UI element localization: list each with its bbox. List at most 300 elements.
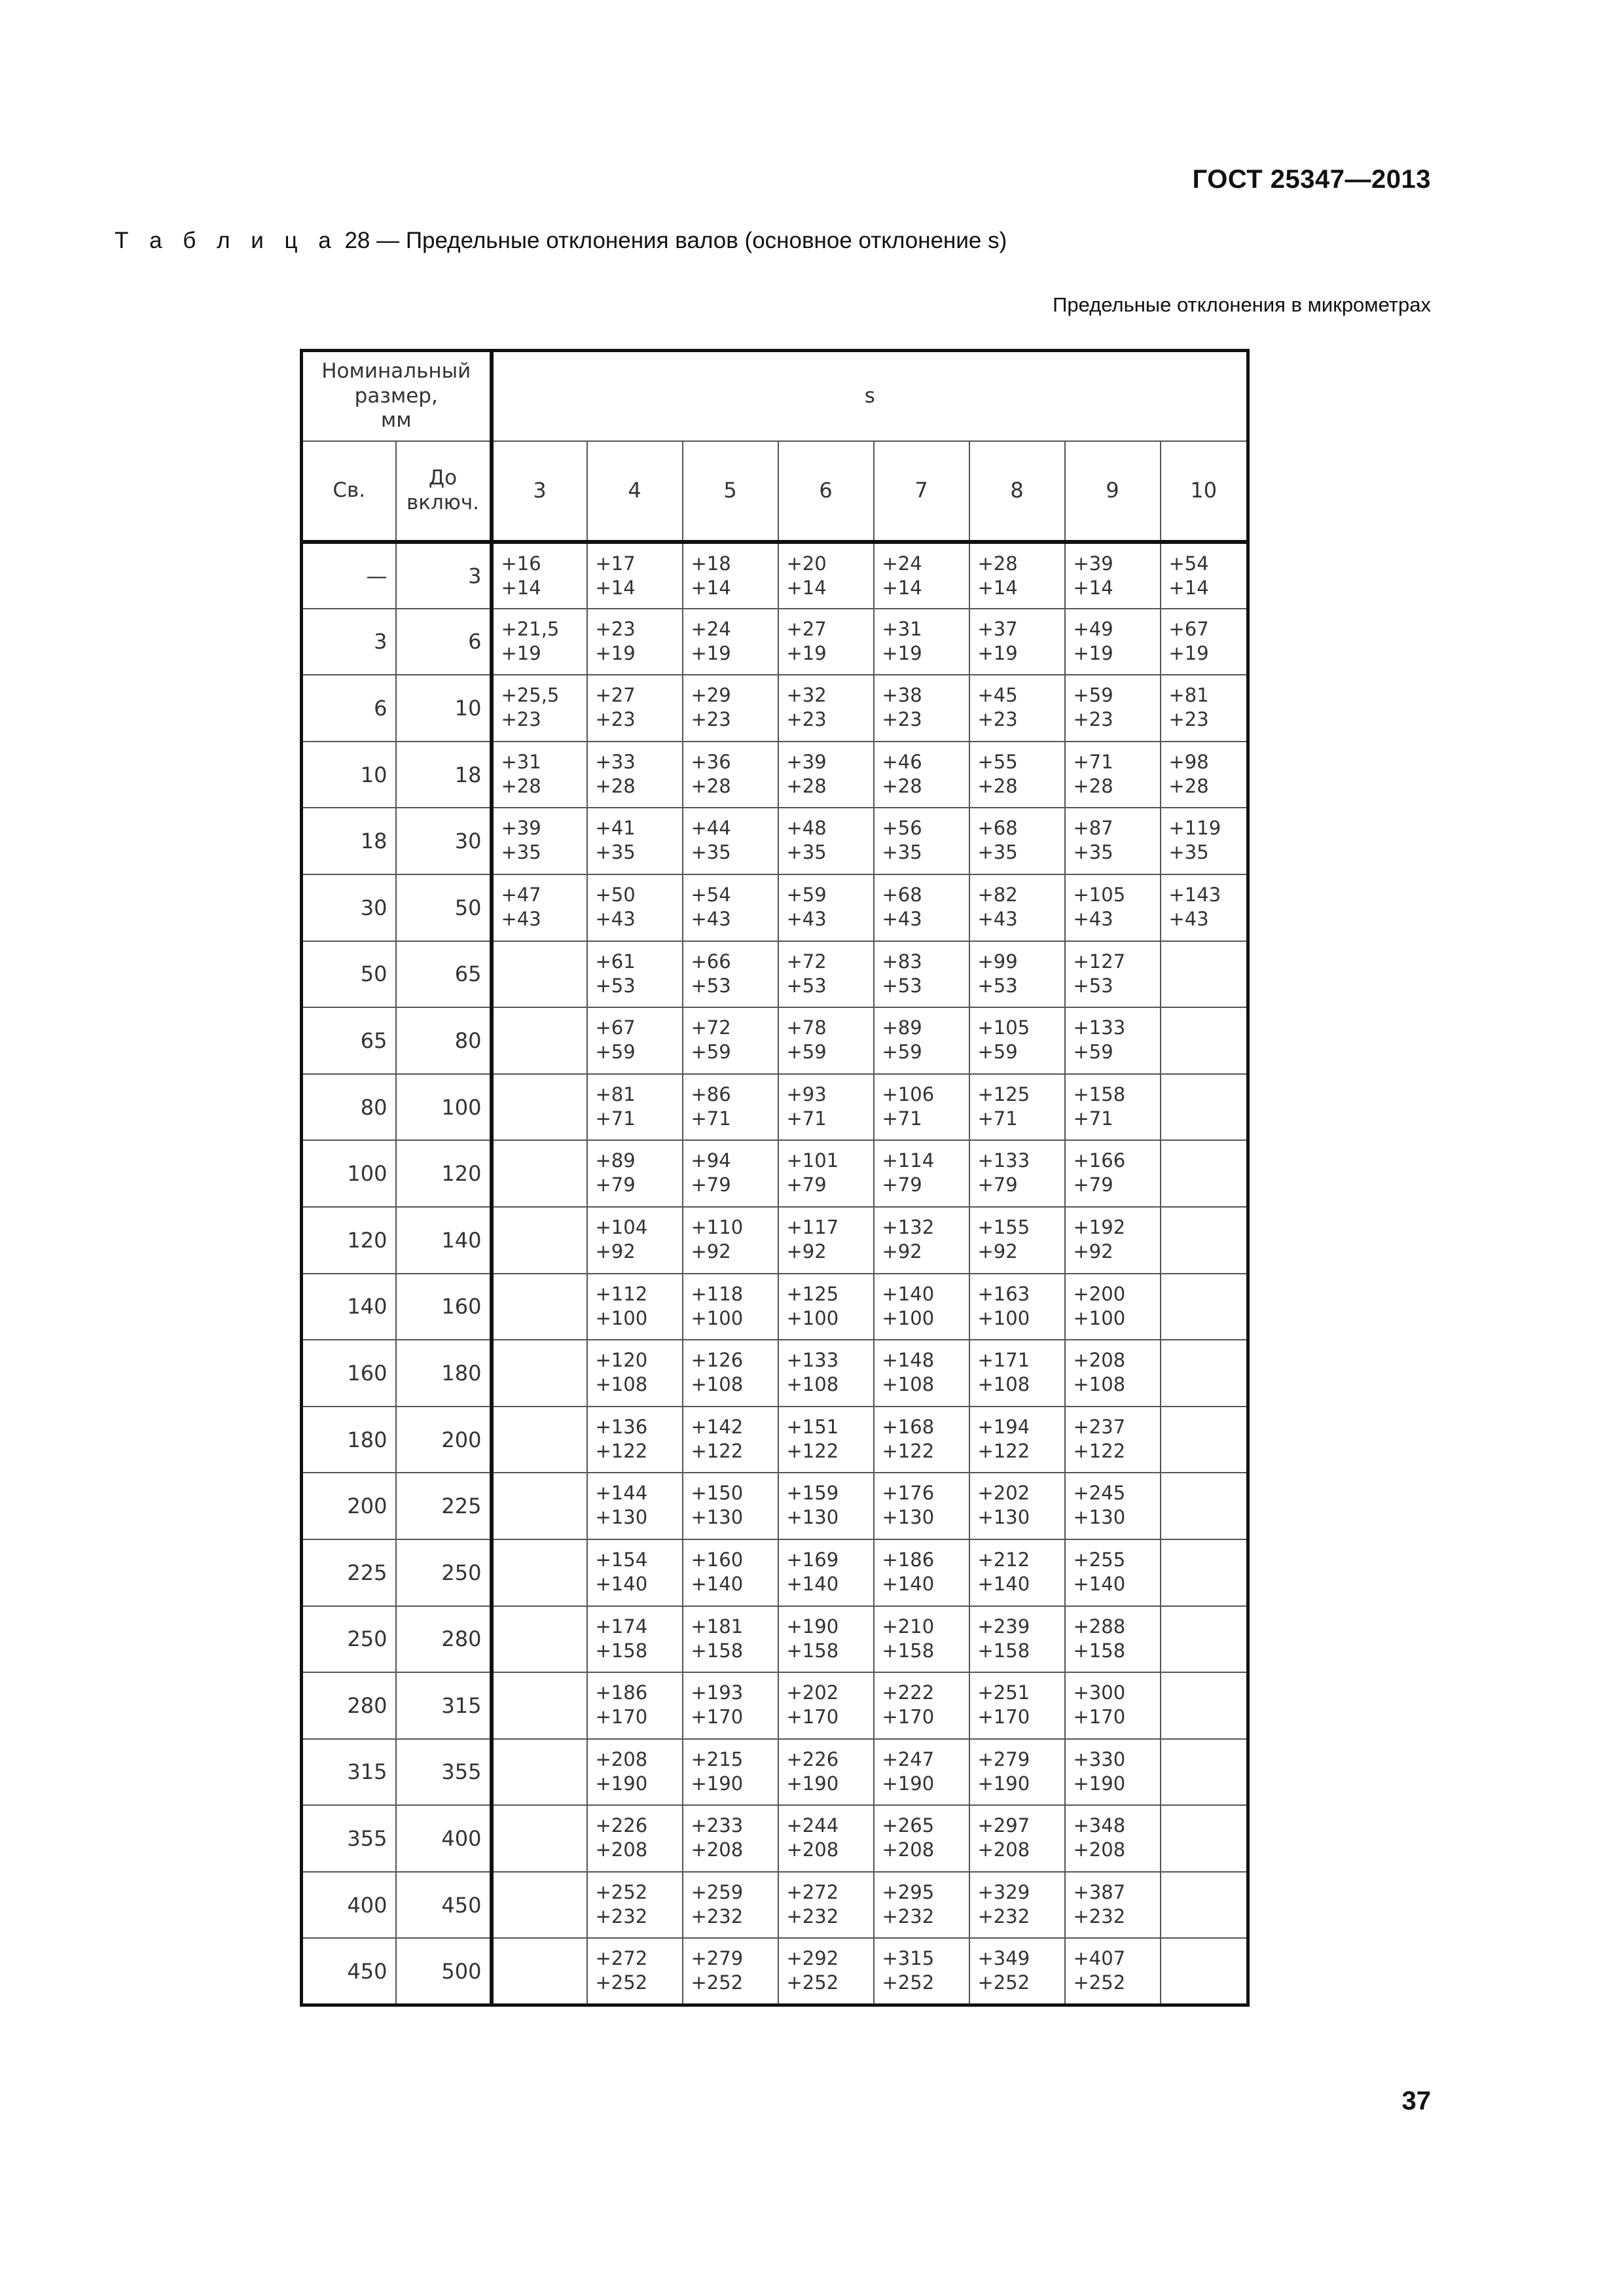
deviation-cell: [874, 874, 969, 941]
size-from-cell: 120: [302, 1207, 396, 1274]
size-to-cell: 80: [396, 1007, 492, 1074]
deviation-cell: [1065, 941, 1161, 1008]
deviation-cell: [683, 609, 778, 675]
deviation-cell: [778, 1274, 874, 1340]
lower-deviation: +252: [977, 1971, 1030, 1994]
lower-deviation: +100: [691, 1306, 744, 1329]
lower-deviation: +23: [501, 708, 541, 731]
lower-deviation: +19: [977, 641, 1018, 664]
deviation-cell: [778, 1805, 874, 1872]
upper-deviation: +39: [501, 817, 541, 840]
lower-deviation: +208: [691, 1839, 744, 1861]
size-from-cell: 400: [302, 1872, 396, 1939]
deviation-cell: [683, 1606, 778, 1673]
size-to-cell: 140: [396, 1207, 492, 1274]
upper-deviation: +212: [977, 1548, 1030, 1571]
lower-deviation: +35: [977, 841, 1018, 864]
lower-deviation: +53: [977, 974, 1018, 997]
upper-deviation: +181: [691, 1615, 744, 1638]
deviation-cell: [683, 1672, 778, 1739]
deviation-cell: [778, 742, 874, 808]
upper-deviation: +148: [882, 1349, 935, 1372]
deviation-cell: [969, 1074, 1065, 1141]
upper-deviation: +329: [977, 1880, 1030, 1903]
deviation-cell: [1161, 609, 1248, 675]
deviation-cell: [1161, 1473, 1248, 1539]
deviation-cell: [778, 1739, 874, 1806]
upper-deviation: +72: [691, 1016, 731, 1039]
lower-deviation: +35: [786, 841, 827, 864]
upper-deviation: +81: [1168, 684, 1209, 707]
lower-deviation: +19: [691, 641, 731, 664]
upper-deviation: +89: [595, 1149, 636, 1172]
deviation-cell: [969, 1340, 1065, 1407]
deviation-cell: [874, 1739, 969, 1806]
deviation-cell: [1161, 808, 1248, 874]
lower-deviation: +19: [595, 641, 636, 664]
lower-deviation: +92: [786, 1240, 827, 1263]
document-code: ГОСТ 25347—2013: [1192, 165, 1431, 194]
deviation-cell: [1065, 1340, 1161, 1407]
size-to-cell: 3: [396, 542, 492, 609]
deviation-cell: [778, 1872, 874, 1939]
table-row: [302, 742, 1248, 808]
lower-deviation: +190: [595, 1772, 648, 1795]
deviation-cell: [1161, 1672, 1248, 1739]
size-from-cell: 30: [302, 874, 396, 941]
lower-deviation: +190: [786, 1772, 839, 1795]
deviation-cell: [683, 742, 778, 808]
deviation-cell: [587, 1407, 683, 1473]
deviation-cell: [587, 941, 683, 1008]
to-header: [396, 441, 492, 542]
upper-deviation: +61: [595, 950, 636, 973]
upper-deviation: +163: [977, 1282, 1030, 1305]
upper-deviation: +133: [977, 1149, 1030, 1172]
deviation-cell: [1065, 609, 1161, 675]
table-row: [302, 1340, 1248, 1407]
lower-deviation: +100: [977, 1306, 1030, 1329]
lower-deviation: +43: [595, 907, 636, 930]
table-row: [302, 1407, 1248, 1473]
upper-deviation: +245: [1073, 1482, 1126, 1505]
lower-deviation: +35: [691, 841, 731, 864]
upper-deviation: +44: [691, 817, 731, 840]
table-row: [302, 1938, 1248, 2005]
deviation-cell: [492, 1473, 587, 1539]
upper-deviation: +186: [595, 1681, 648, 1704]
deviation-cell: [778, 941, 874, 1008]
lower-deviation: +35: [882, 841, 922, 864]
deviation-cell: [683, 1805, 778, 1872]
lower-deviation: +108: [977, 1373, 1030, 1396]
deviation-cell: [969, 1007, 1065, 1074]
deviation-cell: [492, 1407, 587, 1473]
deviation-cell: [1161, 1606, 1248, 1673]
upper-deviation: +87: [1073, 817, 1113, 840]
size-to-cell: 50: [396, 874, 492, 941]
deviation-cell: [587, 1739, 683, 1806]
lower-deviation: +100: [882, 1306, 935, 1329]
upper-deviation: +67: [1168, 617, 1209, 640]
deviation-cell: [1161, 1340, 1248, 1407]
deviation-cell: [587, 742, 683, 808]
upper-deviation: +210: [882, 1615, 935, 1638]
lower-deviation: +108: [1073, 1373, 1126, 1396]
upper-deviation: +247: [882, 1748, 935, 1770]
lower-deviation: +190: [1073, 1772, 1126, 1795]
upper-deviation: +348: [1073, 1814, 1126, 1837]
upper-deviation: +71: [1073, 750, 1113, 773]
deviation-cell: [778, 1007, 874, 1074]
deviation-cell: [778, 675, 874, 742]
upper-deviation: +279: [691, 1947, 744, 1970]
upper-deviation: +54: [691, 883, 731, 906]
lower-deviation: +59: [595, 1041, 636, 1064]
deviation-cell: [683, 808, 778, 874]
lower-deviation: +23: [977, 708, 1018, 731]
deviation-cell: [778, 874, 874, 941]
upper-deviation: +32: [786, 684, 827, 707]
lower-deviation: +19: [1073, 641, 1113, 664]
lower-deviation: +59: [1073, 1041, 1113, 1064]
deviation-cell: [1161, 1872, 1248, 1939]
lower-deviation: +158: [595, 1639, 648, 1662]
lower-deviation: +19: [1168, 641, 1209, 664]
size-from-cell: 280: [302, 1672, 396, 1739]
deviation-cell: [1065, 808, 1161, 874]
lower-deviation: +130: [882, 1506, 935, 1529]
deviation-cell: [969, 542, 1065, 609]
upper-deviation: +67: [595, 1016, 636, 1039]
deviation-cell: [969, 1207, 1065, 1274]
size-to-cell: 500: [396, 1938, 492, 2005]
deviation-cell: [492, 675, 587, 742]
lower-deviation: +43: [1168, 907, 1209, 930]
upper-deviation: +158: [1073, 1083, 1126, 1105]
deviation-cell: [874, 675, 969, 742]
lower-deviation: +28: [977, 774, 1018, 797]
deviation-cell: [969, 675, 1065, 742]
upper-deviation: +259: [691, 1880, 744, 1903]
upper-deviation: +272: [595, 1947, 648, 1970]
table-row: [302, 1805, 1248, 1872]
upper-deviation: +279: [977, 1748, 1030, 1770]
deviation-cell: [778, 542, 874, 609]
lower-deviation: +140: [595, 1572, 648, 1595]
upper-deviation: +125: [977, 1083, 1030, 1105]
lower-deviation: +35: [1168, 841, 1209, 864]
units-note: Предельные отклонения в микрометрах: [1053, 293, 1431, 316]
deviation-cell: [874, 1539, 969, 1606]
deviation-cell: [874, 941, 969, 1008]
deviation-cell: [683, 1074, 778, 1141]
size-to-cell: 100: [396, 1074, 492, 1141]
lower-deviation: +140: [786, 1572, 839, 1595]
table-row: [302, 1739, 1248, 1806]
upper-deviation: +155: [977, 1215, 1030, 1238]
lower-deviation: +71: [595, 1107, 636, 1130]
upper-deviation: +166: [1073, 1149, 1126, 1172]
upper-deviation: +288: [1073, 1615, 1126, 1638]
deviation-cell: [1065, 1140, 1161, 1207]
upper-deviation: +208: [595, 1748, 648, 1770]
deviation-cell: [969, 1606, 1065, 1673]
deviation-cell: [492, 941, 587, 1008]
deviation-cell: [1065, 742, 1161, 808]
deviation-cell: [492, 1872, 587, 1939]
upper-deviation: +27: [786, 617, 827, 640]
size-to-cell: 180: [396, 1340, 492, 1407]
deviation-cell: [683, 941, 778, 1008]
lower-deviation: +71: [691, 1107, 731, 1130]
upper-deviation: +233: [691, 1814, 744, 1837]
lower-deviation: +208: [595, 1839, 648, 1861]
upper-deviation: +94: [691, 1149, 731, 1172]
deviation-cell: [874, 1805, 969, 1872]
upper-deviation: +300: [1073, 1681, 1126, 1704]
deviation-cell: [492, 874, 587, 941]
deviation-cell: [587, 542, 683, 609]
deviation-cell: [874, 1473, 969, 1539]
deviation-cell: [1161, 1407, 1248, 1473]
upper-deviation: +237: [1073, 1415, 1126, 1438]
lower-deviation: +92: [595, 1240, 636, 1263]
lower-deviation: +190: [977, 1772, 1030, 1795]
upper-deviation: +330: [1073, 1748, 1126, 1770]
lower-deviation: +122: [1073, 1439, 1126, 1462]
upper-deviation: +21,5: [501, 617, 560, 640]
deviation-cell: [492, 1207, 587, 1274]
size-to-cell: 30: [396, 808, 492, 874]
deviation-cell: [1161, 941, 1248, 1008]
size-from-cell: 50: [302, 941, 396, 1008]
lower-deviation: +79: [1073, 1174, 1113, 1196]
grade-header: 5: [683, 441, 778, 542]
lower-deviation: +140: [882, 1572, 935, 1595]
size-to-cell: 225: [396, 1473, 492, 1539]
deviation-cell: [1161, 1938, 1248, 2005]
lower-deviation: +208: [882, 1839, 935, 1861]
nominal-size-header: [302, 351, 492, 442]
deviation-cell: [1161, 874, 1248, 941]
size-to-cell: 400: [396, 1805, 492, 1872]
lower-deviation: +23: [786, 708, 827, 731]
upper-deviation: +54: [1168, 552, 1209, 575]
deviation-group-header: s: [492, 351, 1248, 442]
deviation-cell: [1161, 1140, 1248, 1207]
lower-deviation: +43: [1073, 907, 1113, 930]
upper-deviation: +150: [691, 1482, 744, 1505]
lower-deviation: +43: [691, 907, 731, 930]
upper-deviation: +28: [977, 552, 1018, 575]
deviation-cell: [778, 1473, 874, 1539]
deviation-cell: [683, 1274, 778, 1340]
upper-deviation: +126: [691, 1349, 744, 1372]
size-from-cell: 200: [302, 1473, 396, 1539]
upper-deviation: +112: [595, 1282, 648, 1305]
upper-deviation: +215: [691, 1748, 744, 1770]
deviation-cell: [587, 1274, 683, 1340]
deviation-cell: [683, 1872, 778, 1939]
lower-deviation: +14: [882, 577, 922, 599]
deviation-cell: [492, 1739, 587, 1806]
upper-deviation: +68: [977, 817, 1018, 840]
deviation-cell: [778, 1606, 874, 1673]
upper-deviation: +174: [595, 1615, 648, 1638]
lower-deviation: +14: [1073, 577, 1113, 599]
lower-deviation: +140: [1073, 1572, 1126, 1595]
deviation-cell: [874, 1074, 969, 1141]
table-row: [302, 941, 1248, 1008]
deviation-cell: [683, 1340, 778, 1407]
lower-deviation: +28: [1073, 774, 1113, 797]
lower-deviation: +252: [1073, 1971, 1126, 1994]
lower-deviation: +208: [1073, 1839, 1126, 1861]
deviation-cell: [683, 675, 778, 742]
deviation-cell: [874, 1340, 969, 1407]
lower-deviation: +43: [786, 907, 827, 930]
upper-deviation: +38: [882, 684, 922, 707]
deviation-cell: [778, 1140, 874, 1207]
upper-deviation: +252: [595, 1880, 648, 1903]
upper-deviation: +136: [595, 1415, 648, 1438]
upper-deviation: +31: [882, 617, 922, 640]
lower-deviation: +59: [691, 1041, 731, 1064]
size-to-cell: 250: [396, 1539, 492, 1606]
upper-deviation: +226: [595, 1814, 648, 1837]
lower-deviation: +53: [1073, 974, 1113, 997]
deviation-cell: [683, 1140, 778, 1207]
size-from-cell: 315: [302, 1739, 396, 1806]
upper-deviation: +200: [1073, 1282, 1126, 1305]
tolerance-table: [300, 349, 1250, 2007]
deviation-cell: [1161, 742, 1248, 808]
upper-deviation: +133: [786, 1349, 839, 1372]
size-to-cell: 10: [396, 675, 492, 742]
lower-deviation: +28: [882, 774, 922, 797]
table-row: [302, 1074, 1248, 1141]
upper-deviation: +29: [691, 684, 731, 707]
deviation-cell: [1161, 542, 1248, 609]
upper-deviation: +190: [786, 1615, 839, 1638]
table-body: [302, 542, 1248, 2005]
lower-deviation: +140: [977, 1572, 1030, 1595]
upper-deviation: +18: [691, 552, 731, 575]
upper-deviation: +33: [595, 750, 636, 773]
deviation-cell: [778, 1672, 874, 1739]
lower-deviation: +232: [1073, 1905, 1126, 1928]
deviation-cell: [683, 542, 778, 609]
page-number: 37: [1401, 2087, 1431, 2115]
deviation-cell: [969, 1407, 1065, 1473]
upper-deviation: +41: [595, 817, 636, 840]
upper-deviation: +226: [786, 1748, 839, 1770]
nominal-size-header-line1: Номинальный: [321, 359, 471, 383]
deviation-cell: [587, 1140, 683, 1207]
table-row: [302, 1672, 1248, 1739]
deviation-cell: [587, 1207, 683, 1274]
upper-deviation: +140: [882, 1282, 935, 1305]
lower-deviation: +43: [977, 907, 1018, 930]
upper-deviation: +202: [977, 1482, 1030, 1505]
upper-deviation: +142: [691, 1415, 744, 1438]
upper-deviation: +46: [882, 750, 922, 773]
upper-deviation: +297: [977, 1814, 1030, 1837]
lower-deviation: +130: [977, 1506, 1030, 1529]
from-header: Св.: [302, 441, 396, 542]
deviation-cell: [969, 941, 1065, 1008]
deviation-cell: [1065, 1672, 1161, 1739]
upper-deviation: +20: [786, 552, 827, 575]
size-to-cell: 6: [396, 609, 492, 675]
lower-deviation: +130: [1073, 1506, 1126, 1529]
deviation-cell: [1065, 1739, 1161, 1806]
lower-deviation: +170: [1073, 1706, 1126, 1729]
lower-deviation: +28: [786, 774, 827, 797]
deviation-cell: [778, 609, 874, 675]
upper-deviation: +133: [1073, 1016, 1126, 1039]
upper-deviation: +244: [786, 1814, 839, 1837]
grade-header: 7: [874, 441, 969, 542]
upper-deviation: +101: [786, 1149, 839, 1172]
lower-deviation: +79: [691, 1174, 731, 1196]
deviation-cell: [587, 1938, 683, 2005]
table-row: [302, 675, 1248, 742]
table-row: [302, 609, 1248, 675]
upper-deviation: +349: [977, 1947, 1030, 1970]
table-row: [302, 1207, 1248, 1274]
deviation-cell: [1065, 874, 1161, 941]
deviation-cell: [1065, 542, 1161, 609]
deviation-cell: [969, 1872, 1065, 1939]
size-from-cell: 250: [302, 1606, 396, 1673]
lower-deviation: +23: [882, 708, 922, 731]
upper-deviation: +315: [882, 1947, 935, 1970]
deviation-cell: [969, 1539, 1065, 1606]
deviation-cell: [874, 808, 969, 874]
deviation-cell: [1065, 1274, 1161, 1340]
deviation-cell: [778, 808, 874, 874]
upper-deviation: +99: [977, 950, 1018, 973]
size-from-cell: 65: [302, 1007, 396, 1074]
upper-deviation: +66: [691, 950, 731, 973]
upper-deviation: +144: [595, 1482, 648, 1505]
grade-header: 6: [778, 441, 874, 542]
deviation-cell: [683, 1539, 778, 1606]
upper-deviation: +265: [882, 1814, 935, 1837]
to-header-line1: До: [428, 466, 458, 490]
lower-deviation: +122: [882, 1439, 935, 1462]
deviation-cell: [874, 1606, 969, 1673]
upper-deviation: +24: [691, 617, 731, 640]
upper-deviation: +159: [786, 1482, 839, 1505]
size-to-cell: 160: [396, 1274, 492, 1340]
lower-deviation: +28: [595, 774, 636, 797]
lower-deviation: +92: [691, 1240, 731, 1263]
deviation-cell: [969, 1140, 1065, 1207]
lower-deviation: +59: [882, 1041, 922, 1064]
upper-deviation: +24: [882, 552, 922, 575]
deviation-cell: [874, 1938, 969, 2005]
grade-header: 8: [969, 441, 1065, 542]
upper-deviation: +39: [786, 750, 827, 773]
lower-deviation: +232: [595, 1905, 648, 1928]
upper-deviation: +106: [882, 1083, 935, 1105]
table-row: [302, 1473, 1248, 1539]
deviation-cell: [587, 874, 683, 941]
deviation-cell: [587, 1872, 683, 1939]
